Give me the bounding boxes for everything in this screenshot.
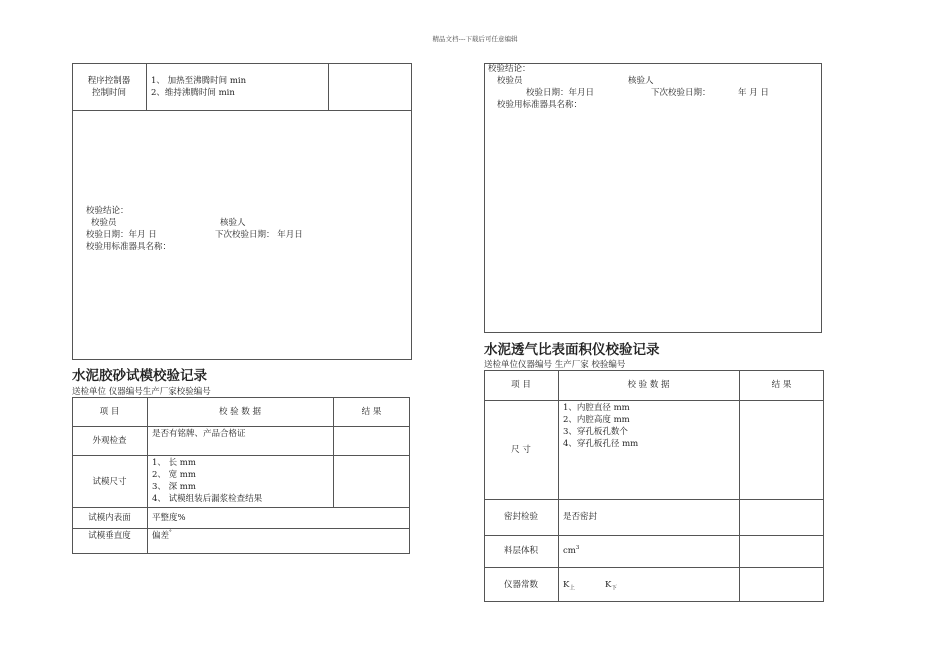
mortar-header-item: 项 目: [99, 407, 120, 417]
k-lower: [605, 579, 617, 591]
inspector-label: 校验员: [91, 218, 117, 228]
perforated-plate-hole-diameter: 4、穿孔板孔径 mm: [563, 439, 639, 449]
row-data-bed-volume: [563, 545, 579, 557]
cm-unit: cm: [563, 546, 576, 556]
next-inspection-date: 下次校验日期： 年月日: [215, 230, 303, 240]
row-data-flatness: 平整度%: [152, 513, 186, 523]
row-item-appearance: 外观检查: [92, 436, 127, 446]
divider: [147, 397, 148, 554]
conclusion-label: 校验结论：: [86, 206, 129, 216]
perforated-plate-holes: 3、穿孔板孔数个: [563, 427, 628, 437]
row-data-deviation: [152, 530, 172, 542]
divider: [72, 455, 410, 456]
mold-width: 2、 宽 mm: [152, 470, 196, 480]
controller-item-2: 2、维持沸腾时间 min: [151, 88, 235, 98]
blaine-subtitle: 送检单位仪器编号 生产厂家 校验编号: [484, 360, 626, 370]
reviewer-label: 核验人: [628, 76, 654, 86]
mortar-header-result: 结 果: [361, 407, 382, 417]
row-item-seal-check: 密封检验: [503, 512, 538, 522]
row-item-dimensions: 尺 寸: [511, 445, 531, 455]
inner-diameter: 1、内腔直径 mm: [563, 403, 630, 413]
inspector-label: 校验员: [497, 76, 523, 86]
standard-instrument-label: 校验用标准器具名称：: [86, 242, 172, 252]
mold-depth: 3、 深 mm: [152, 482, 196, 492]
next-inspection-date: 下次校验日期：: [651, 88, 711, 98]
row-item-mold-size: 试模尺寸: [92, 477, 127, 487]
k-upper-subscript: 上: [569, 585, 575, 592]
cm-superscript: 3: [575, 545, 580, 552]
blaine-title: 水泥透气比表面积仪校验记录: [484, 342, 660, 358]
reviewer-label: 核验人: [220, 218, 246, 228]
divider: [484, 567, 824, 568]
divider: [328, 63, 329, 110]
degree-symbol: °: [169, 530, 172, 537]
divider: [72, 426, 410, 427]
row-item-inner-surface: 试模内表面: [88, 513, 131, 523]
k-lower-subscript: 下: [611, 585, 617, 592]
mortar-subtitle: 送检单位 仪器编号生产厂家校验编号: [72, 387, 211, 397]
mold-leak-check: 4、 试模组装后漏浆检查结果: [152, 494, 263, 504]
divider: [484, 499, 824, 500]
blaine-header-result: 结 果: [771, 380, 792, 390]
page-header: 精品文档---下载后可任意编辑: [432, 35, 518, 43]
divider: [484, 400, 824, 401]
standard-instrument-label: 校验用标准器具名称：: [497, 100, 583, 110]
conclusion-label: 校验结论：: [488, 64, 531, 74]
row-item-bed-volume: 料层体积: [503, 546, 538, 556]
inspection-date: 校验日期：年月日: [526, 88, 595, 98]
divider: [146, 63, 147, 110]
next-inspection-ymd: 年 月 日: [738, 88, 769, 98]
mortar-title: 水泥胶砂试模校验记录: [72, 368, 207, 384]
controller-label-line2: 控制时间: [91, 88, 126, 98]
row-data-appearance: 是否有铭牌、产品合格证: [152, 429, 246, 439]
controller-item-1: 1、 加热至沸腾时间 min: [151, 76, 247, 86]
inner-height: 2、内腔高度 mm: [563, 415, 630, 425]
divider: [484, 535, 824, 536]
controller-label-line1: 程序控制器: [87, 76, 131, 86]
row-data-sealed: 是否密封: [563, 512, 598, 522]
mortar-header-data: 校 验 数 据: [218, 407, 262, 417]
divider: [72, 528, 410, 529]
row-item-instrument-constant: 仪器常数: [503, 580, 538, 590]
blaine-header-item: 项 目: [511, 380, 531, 390]
k-upper-letter: K: [563, 580, 570, 590]
divider: [72, 507, 410, 508]
k-lower-letter: K: [605, 580, 612, 590]
k-upper: [563, 579, 575, 591]
deviation-label: 偏差: [152, 531, 170, 541]
blaine-header-data: 校 验 数 据: [627, 380, 670, 390]
row-item-verticality: 试模垂直度: [88, 531, 131, 541]
divider: [72, 110, 412, 111]
inspection-date: 校验日期：年月 日: [86, 230, 157, 240]
mold-length: 1、 长 mm: [152, 458, 196, 468]
